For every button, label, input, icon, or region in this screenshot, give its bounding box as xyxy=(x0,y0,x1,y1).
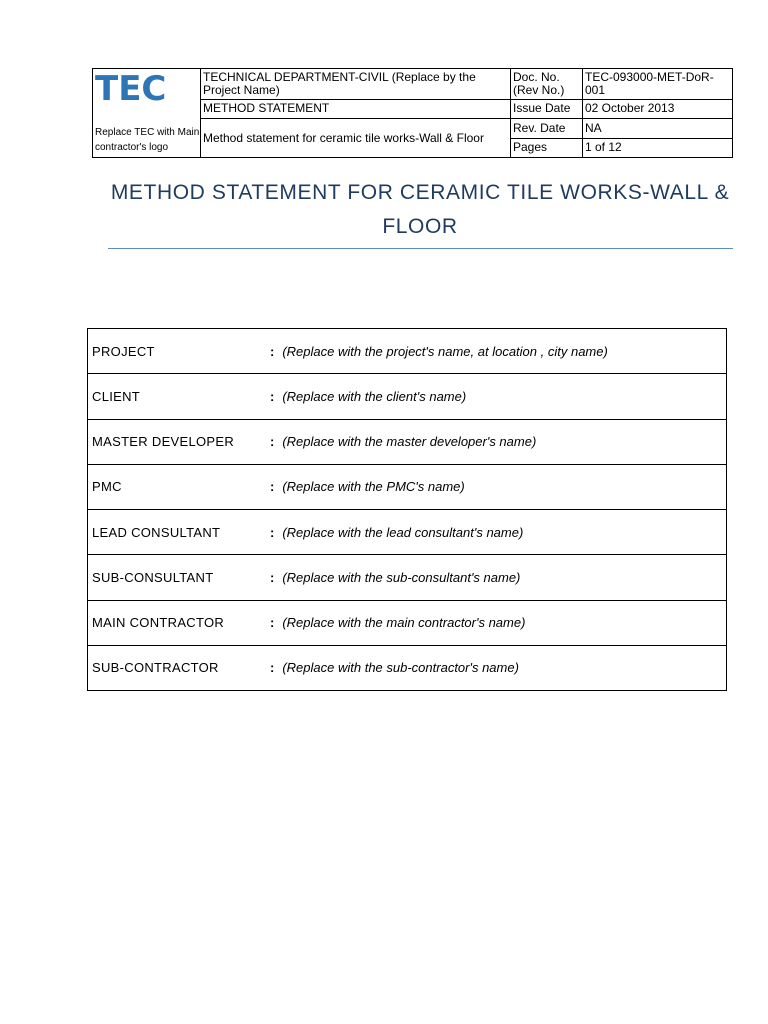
info-colon: : xyxy=(270,479,275,495)
info-value: (Replace with the lead consultant's name) xyxy=(282,524,524,540)
header-rev-date-value: NA xyxy=(583,119,733,138)
header-pages-label: Pages xyxy=(511,138,583,157)
logo-note: Replace TEC with Main contractor's logo xyxy=(95,127,200,153)
info-value-cell xyxy=(266,645,727,690)
header-department: TECHNICAL DEPARTMENT-CIVIL (Replace by the Project Name) xyxy=(201,69,511,100)
info-row xyxy=(88,555,727,600)
info-colon: : xyxy=(270,388,275,404)
info-value: (Replace with the master developer's name) xyxy=(282,434,537,450)
info-label: CLIENT xyxy=(88,374,267,419)
info-value-cell xyxy=(266,600,727,645)
info-value: (Replace with the client's name) xyxy=(282,388,467,404)
info-colon: : xyxy=(270,615,275,631)
info-value: (Replace with the PMC's name) xyxy=(282,479,465,495)
info-value-cell xyxy=(266,464,727,509)
info-row xyxy=(88,645,727,690)
info-colon: : xyxy=(270,434,275,450)
header-issue-date-value: 02 October 2013 xyxy=(583,99,733,118)
page-title: METHOD STATEMENT FOR CERAMIC TILE WORKS-WALL & FLOOR xyxy=(110,181,730,238)
logo-text: TEC xyxy=(95,69,167,109)
info-value-cell xyxy=(266,419,727,464)
info-value-cell xyxy=(266,329,727,374)
header-pages-value: 1 of 12 xyxy=(583,138,733,157)
info-row xyxy=(88,600,727,645)
info-label: LEAD CONSULTANT xyxy=(88,510,267,555)
info-label: PMC xyxy=(88,464,267,509)
header-docno-label: Doc. No. (Rev No.) xyxy=(511,69,583,100)
info-colon: : xyxy=(270,569,275,585)
info-label: PROJECT xyxy=(88,329,267,374)
info-row xyxy=(88,464,727,509)
header-doc-subject: Method statement for ceramic tile works-Wall & Floor xyxy=(201,119,511,158)
info-row xyxy=(88,329,727,374)
info-value-cell xyxy=(266,510,727,555)
title-divider xyxy=(108,248,733,249)
info-colon: : xyxy=(270,524,275,540)
header-docno-value: TEC-093000-MET-DoR-001 xyxy=(583,69,733,100)
header-issue-date-label: Issue Date xyxy=(511,99,583,118)
info-label: SUB-CONSULTANT xyxy=(88,555,267,600)
info-label: MAIN CONTRACTOR xyxy=(88,600,267,645)
company-logo xyxy=(93,69,201,158)
header-rev-date-label: Rev. Date xyxy=(511,119,583,138)
info-value-cell xyxy=(266,555,727,600)
header-doc-type: METHOD STATEMENT xyxy=(201,99,511,118)
info-value-cell xyxy=(266,374,727,419)
info-label: MASTER DEVELOPER xyxy=(88,419,267,464)
info-colon: : xyxy=(270,343,275,359)
project-info-table xyxy=(87,328,727,691)
info-value: (Replace with the main contractor's name) xyxy=(282,615,526,631)
info-value: (Replace with the sub-consultant's name) xyxy=(282,569,521,585)
info-row xyxy=(88,419,727,464)
info-row xyxy=(88,374,727,419)
info-value: (Replace with the sub-contractor's name) xyxy=(282,660,519,676)
document-header xyxy=(92,68,733,158)
info-colon: : xyxy=(270,660,275,676)
info-value: (Replace with the project's name, at location , city name) xyxy=(282,343,608,359)
info-label: SUB-CONTRACTOR xyxy=(88,645,267,690)
info-row xyxy=(88,510,727,555)
